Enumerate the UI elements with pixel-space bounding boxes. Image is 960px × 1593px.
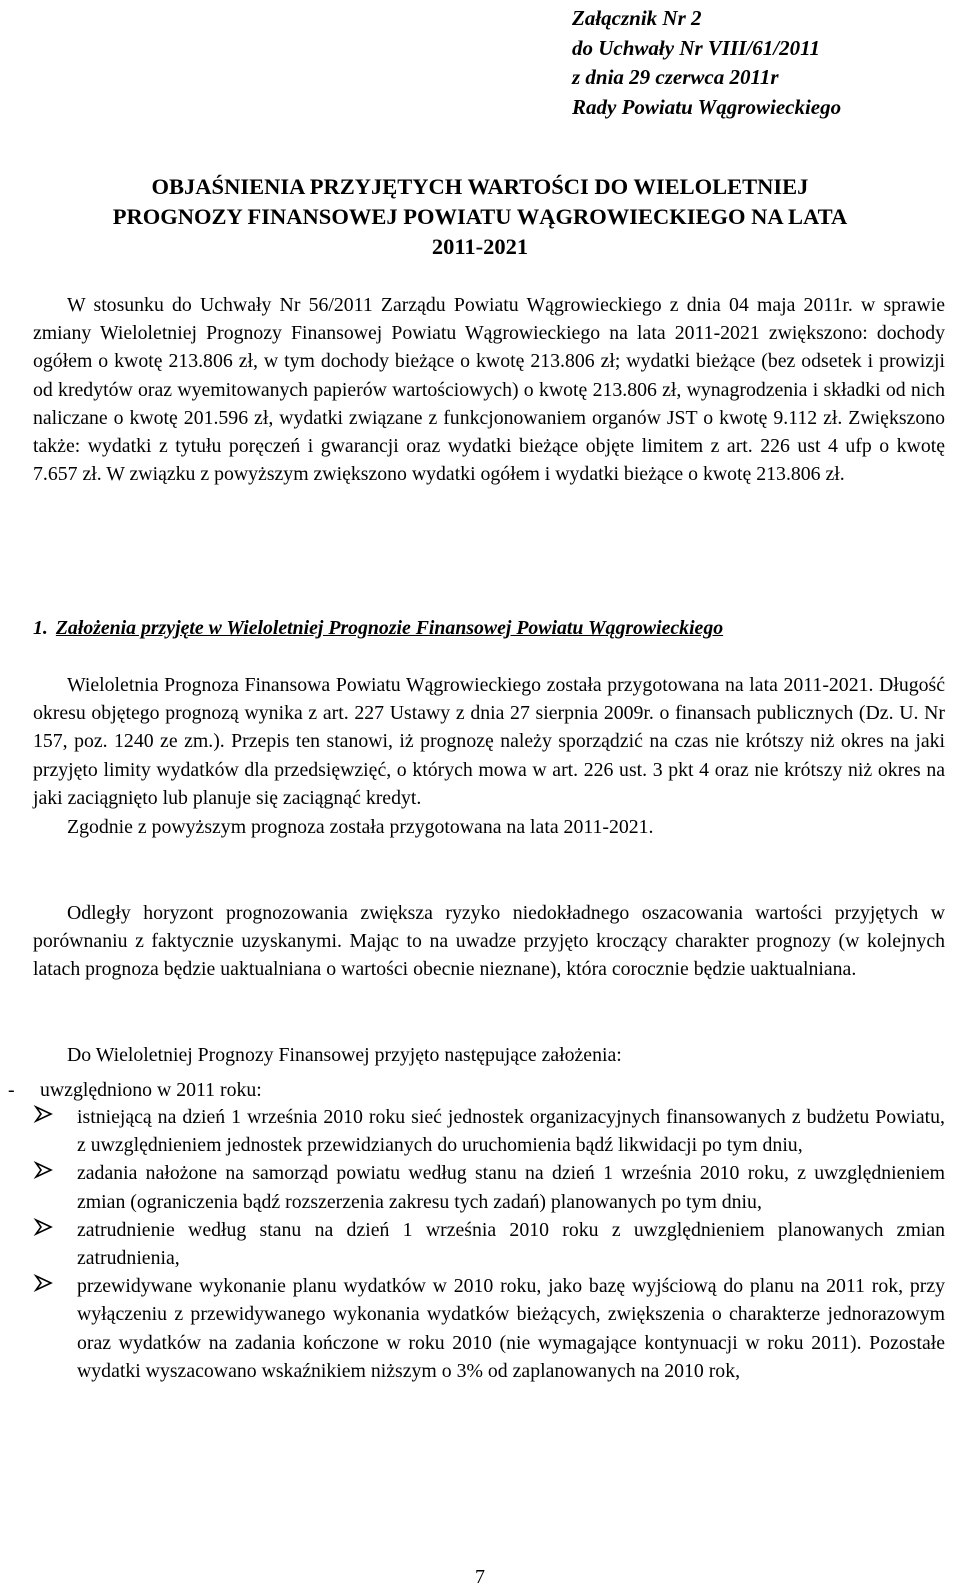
paragraph-assumptions-intro: Do Wieloletniej Prognozy Finansowej przyjęto następujące założenia: (67, 1044, 622, 1066)
dash-list-item (8, 1076, 262, 1104)
section-number: 1. (33, 617, 48, 639)
intro-paragraph: W stosunku do Uchwały Nr 56/2011 Zarządu Powiatu Wągrowieckiego z dnia 04 maja 2011r. w sprawie zmiany Wieloletniej Prognozy Finansowej Powiatu Wągrowieckiego na lata 2011-2021 zwiększono: dochody ogółem o kwotę 213.806 zł, w tym dochody bieżące o kwotę 213.806 zł; wydatki bieżące (bez odsetek i prowizji od kredytów oraz wyemitowanych papierów wartościowych) o kwotę 213.806 zł, wynagrodzenia i składki od nich naliczane o kwotę 201.596 zł, wydatki związane z funkcjonowaniem organów JST o kwotę 9.112 zł. Zwiększono także: wydatki z tytułu poręczeń i gwarancji oraz wydatki bieżące objęte limitem z art. 226 ust 4 ufp o kwotę 7.657 zł. W związku z powyższym zwiększono wydatki ogółem i wydatki bieżące o kwotę 213.806 zł. (33, 294, 945, 486)
list-item-text: zatrudnienie według stanu na dzień 1 września 2010 roku z uwzględnieniem planowanych zmian zatrudnienia, (77, 1218, 945, 1270)
list-item (33, 1272, 945, 1385)
list-item (33, 1159, 945, 1215)
paragraph-horizon-risk: Odległy horyzont prognozowania zwiększa ryzyko niedokładnego oszacowania wartości przyjętych w porównaniu z faktycznie uzyskanymi. Mając to na uwadze przyjęto kroczący charakter prognozy (w kolejnych latach prognoza będzie uaktualniana o wartości obecnie nieznane), która corocznie będzie uaktualniana. (33, 902, 945, 981)
title-line-2: PROGNOZY FINANSOWEJ POWIATU WĄGROWIECKIEGO NA LATA (112, 204, 848, 229)
title-line-1: OBJAŚNIENIA PRZYJĘTYCH WARTOŚCI DO WIELOLETNIEJ (151, 174, 809, 199)
attachment-line-4: Rady Powiatu Wągrowieckiego (572, 94, 842, 119)
list-item-text: istniejącą na dzień 1 września 2010 roku sieć jednostek organizacyjnych finansowanych z budżetu Powiatu, z uwzględnieniem jednostek przewidzianych do uruchomienia bądź likwidacji po tym dniu, (77, 1106, 945, 1157)
attachment-header (572, 4, 841, 122)
arrowhead-bullet-icon (33, 1159, 73, 1189)
dash-marker: - (8, 1079, 15, 1101)
attachment-line-1: Załącznik Nr 2 (572, 6, 702, 30)
title-line-3: 2011-2021 (431, 234, 529, 259)
assumptions-list (33, 1103, 945, 1385)
list-item (33, 1216, 945, 1272)
arrowhead-bullet-icon (33, 1103, 73, 1133)
list-item (33, 1103, 945, 1159)
arrowhead-bullet-icon (33, 1216, 73, 1246)
attachment-line-3: z dnia 29 czerwca 2011r (572, 65, 779, 89)
arrowhead-bullet-icon (33, 1272, 73, 1302)
list-item-text: przewidywane wykonanie planu wydatków w 2010 roku, jako bazę wyjściową do planu na 2011 rok, przy wyłączeniu z przewidywanego wykonania wydatków bieżących, zwiększenia o charakterze jednorazowym oraz wydatków na zadania kończone w roku 2010 (nie wymagające kontynuacji w roku 2011). Pozostałe wydatki wyszacowano wskaźnikiem niższym o 3% od zaplanowanych na 2010 rok, (77, 1275, 945, 1382)
paragraph-forecast-period: Wieloletnia Prognoza Finansowa Powiatu Wągrowieckiego została przygotowana na lata 2011-2021. Długość okresu objętego prognozą wynika z art. 227 Ustawy z dnia 27 sierpnia 2009r. o finansach publicznych (Dz. U. Nr 157, poz. 1240 ze zm.). Przepis ten stanowi, iż prognozę należy sporządzić na czas nie krótszy niż okres na jaki przyjęto limity wydatków dla przedsięwzięć, o których mowa w art. 226 ust. 3 pkt 4 oraz nie krótszy niż okres na jaki zaciągnięto lub planuje się zaciągnąć kredyt. (33, 674, 945, 809)
list-item-text: zadania nałożone na samorząd powiatu według stanu na dzień 1 września 2010 roku, z uwzględnieniem zmian (ograniczenia bądź rozszerzenia zakresu tych zadań) planowanych po tym dniu, (77, 1162, 945, 1213)
attachment-line-2: do Uchwały Nr VIII/61/2011 (572, 35, 820, 60)
section-1-heading (33, 614, 723, 642)
section-title: Założenia przyjęte w Wieloletniej Prognozie Finansowej Powiatu Wągrowieckiego (55, 617, 724, 639)
page-number: 7 (475, 1566, 485, 1588)
paragraph-prepared-years: Zgodnie z powyższym prognoza została przygotowana na lata 2011-2021. (67, 816, 654, 838)
dash-item-text: uwzględniono w 2011 roku: (40, 1079, 262, 1101)
document-title (40, 172, 920, 262)
